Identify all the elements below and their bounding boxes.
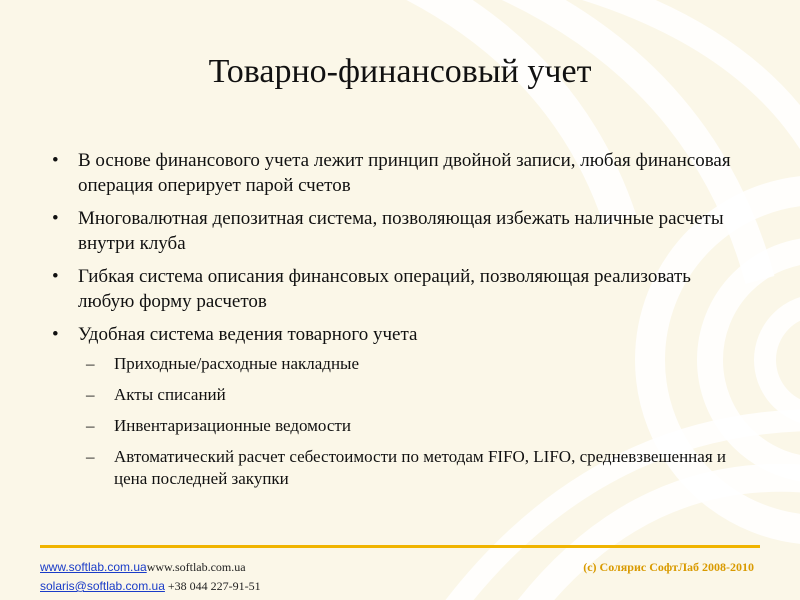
sub-bullet-marker: – bbox=[86, 354, 95, 373]
website-text: www.softlab.com.ua bbox=[146, 560, 246, 574]
bullet-item bbox=[52, 148, 742, 198]
phone-number: +38 044 227-91-51 bbox=[167, 579, 261, 593]
sub-bullet-item bbox=[78, 446, 742, 490]
footer-website-line bbox=[40, 558, 261, 577]
website-link[interactable]: www.softlab.com.ua bbox=[40, 560, 147, 574]
bullet-text: Удобная система ведения товарного учета bbox=[78, 324, 418, 345]
bullet-item bbox=[52, 206, 742, 256]
sub-bullet-text: Приходные/расходные накладные bbox=[114, 354, 360, 373]
sub-bullet-marker: – bbox=[86, 385, 95, 404]
slide-title: Товарно-финансовый учет bbox=[208, 53, 592, 90]
sub-bullet-item bbox=[78, 353, 742, 375]
footer-divider bbox=[40, 545, 760, 548]
sub-bullet-text: Акты списаний bbox=[114, 385, 226, 404]
bullet-marker: • bbox=[52, 266, 59, 287]
bullet-item bbox=[52, 264, 742, 314]
footer-email-line bbox=[40, 577, 261, 596]
sub-bullet-marker: – bbox=[86, 447, 95, 466]
bullet-marker: • bbox=[52, 208, 59, 229]
copyright-text: (с) Солярис СофтЛаб 2008-2010 bbox=[583, 560, 754, 574]
slide-content bbox=[52, 148, 742, 499]
bullet-item bbox=[52, 322, 742, 490]
sub-bullet-text: Инвентаризационные ведомости bbox=[114, 416, 351, 435]
bullet-text: В основе финансового учета лежит принцип двойной записи, любая финансовая операция оперирует парой счетов bbox=[78, 150, 731, 196]
bullet-text: Гибкая система описания финансовых операций, позволяющая реализовать любую форму расчетов bbox=[78, 266, 691, 312]
email-link[interactable]: solaris@softlab.com.ua bbox=[40, 579, 165, 593]
bullet-marker: • bbox=[52, 150, 59, 171]
bullet-marker: • bbox=[52, 324, 59, 345]
sub-bullet-item bbox=[78, 384, 742, 406]
footer-contacts bbox=[40, 558, 261, 596]
bullet-list bbox=[52, 148, 742, 490]
sub-bullet-item bbox=[78, 415, 742, 437]
sub-bullet-marker: – bbox=[86, 416, 95, 435]
sub-bullet-text: Автоматический расчет себестоимости по методам FIFO, LIFO, средневзвешенная и цена последней закупки bbox=[114, 447, 726, 488]
sub-bullet-list bbox=[78, 353, 742, 490]
bullet-text: Многовалютная депозитная система, позволяющая избежать наличные расчеты внутри клуба bbox=[78, 208, 724, 254]
